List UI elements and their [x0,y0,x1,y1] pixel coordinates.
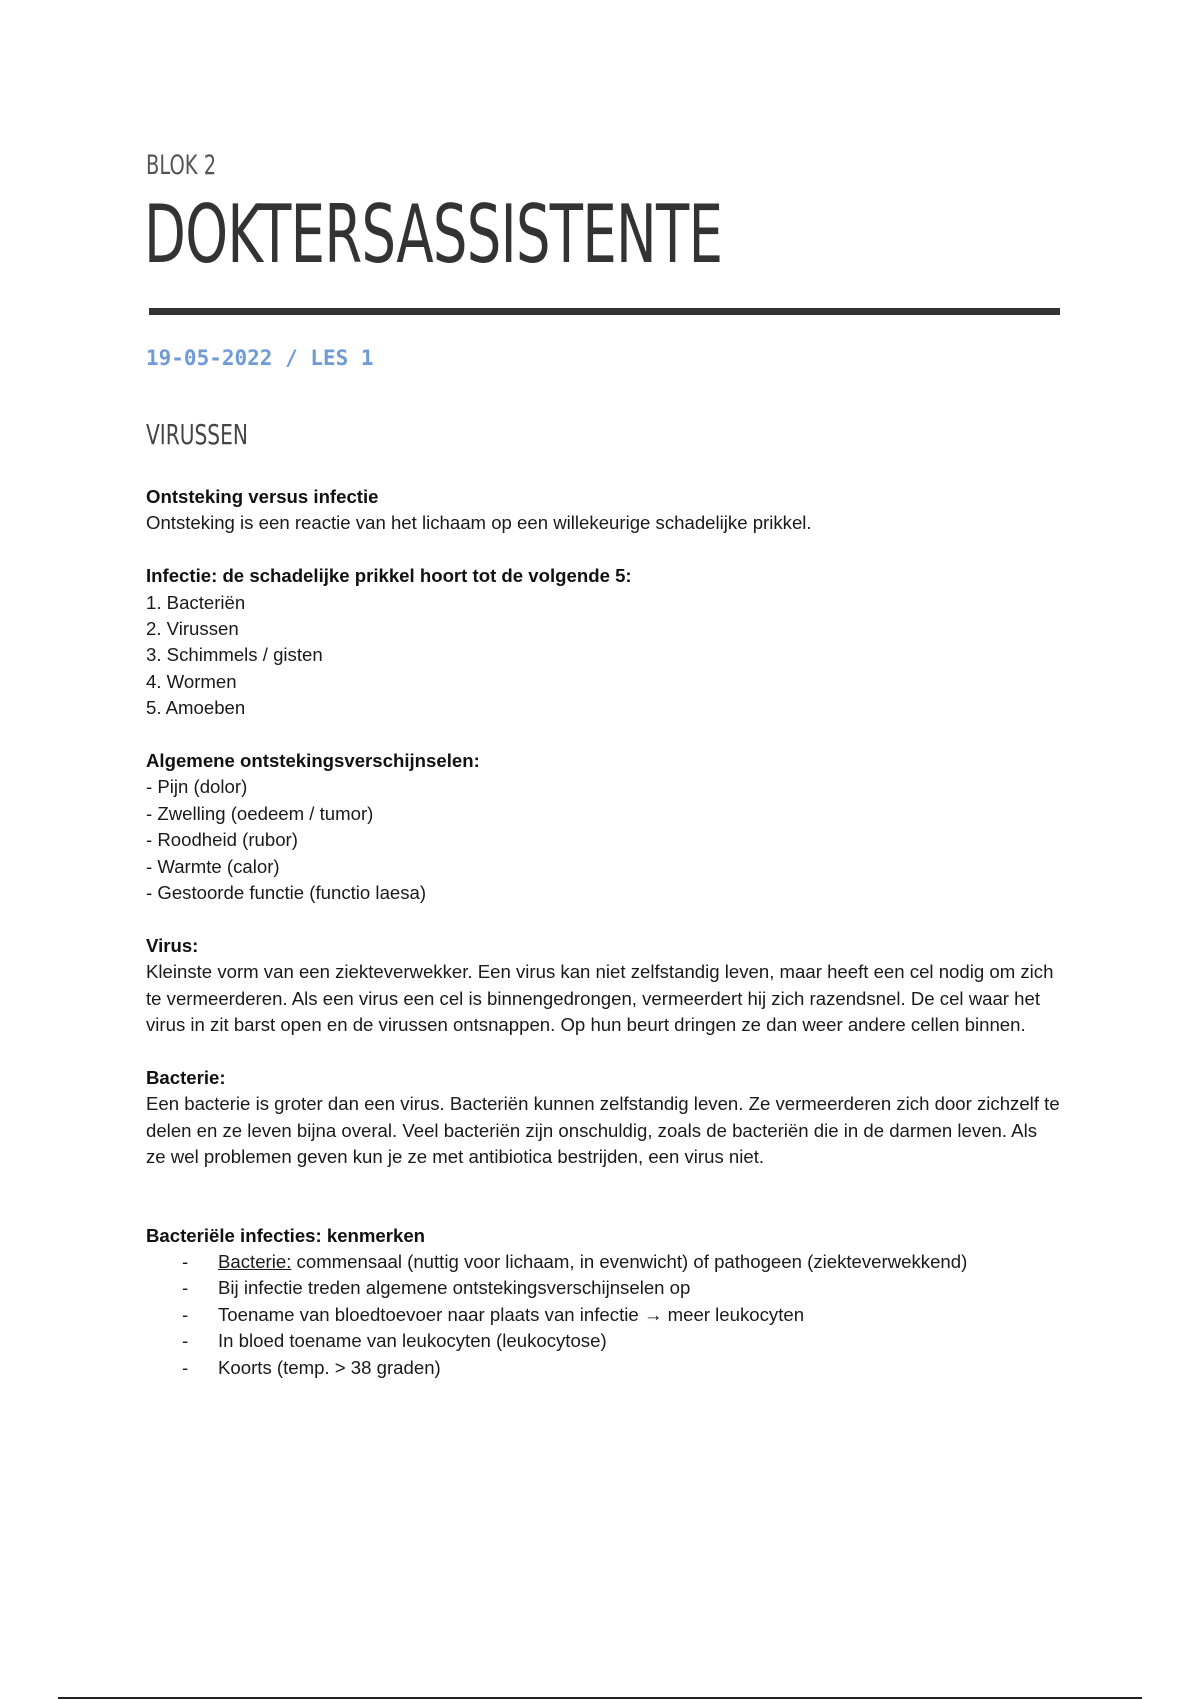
list-item [182,1249,1060,1275]
list-item: - Gestoorde functie (functio laesa) [146,882,427,904]
ontsteking-heading: Ontsteking versus infectie [146,486,379,507]
list-item [182,1328,1060,1354]
list-item [182,1275,1060,1301]
infectie-heading: Infectie: de schadelijke prikkel hoort tot de volgende 5: [146,565,632,587]
list-item: 1. Bacteriën [146,591,246,613]
bacterie-term-description: commensaal (nuttig voor lichaam, in evenwicht) of pathogeen (ziekteverwekkend) [291,1250,968,1272]
bacterie-block [146,1065,1060,1171]
bullet-dash: - [182,1277,189,1299]
list-item: - Warmte (calor) [146,855,280,877]
list-item: - Zwelling (oedeem / tumor) [146,802,374,824]
document-body [146,484,1060,1407]
bacterie-heading: Bacterie: [146,1066,226,1088]
title-underline [149,308,1060,315]
list-item: 4. Wormen [146,670,237,692]
list-item-text: In bloed toename van leukocyten (leukocytose) [218,1330,607,1352]
bullet-dash: - [182,1250,189,1272]
bacterie-text: Een bacterie is groter dan een virus. Bacteriën kunnen zelfstandig leven. Ze vermeerderen zich door zichzelf te delen en ze leven bijna overal. Veel bacteriën zijn onschuldig, zoals de bacteriën die in de darmen leven. Als ze wel problemen geven kun je ze met antibiotica bestrijden, een virus niet. [146,1093,1060,1168]
ontsteking-text: Ontsteking is een reactie van het lichaam op een willekeurige schadelijke prikkel. [146,512,812,534]
list-item: 2. Virussen [146,618,239,640]
section-heading: VIRUSSEN [146,418,248,451]
infectie-list [146,590,1060,722]
bullet-dash: - [182,1330,189,1352]
verschijnselen-heading: Algemene ontstekingsverschijnselen: [146,750,480,772]
footer-divider [58,1697,1142,1699]
verschijnselen-block [146,748,1060,906]
virus-text: Kleinste vorm van een ziekteverwekker. Een virus kan niet zelfstandig leven, maar heeft een cel nodig om zich te vermeerderen. Als een virus een cel is binnengedrongen, vermeerdert hij zich razendsnel. De cel waar het virus in zit barst open en de virussen ontsnappen. Op hun beurt dringen ze dan weer andere cellen binnen. [146,961,1054,1036]
kenmerken-heading: Bacteriële infecties: kenmerken [146,1224,426,1246]
list-item: 5. Amoeben [146,697,246,719]
bacterie-term: Bacterie: [218,1250,292,1272]
virus-heading: Virus: [146,934,199,956]
lesson-date: 19-05-2022 / LES 1 [146,346,374,370]
kenmerken-list [146,1249,1060,1381]
list-item: 3. Schimmels / gisten [146,644,323,666]
verschijnselen-list [146,774,1060,906]
list-item-text: Bij infectie treden algemene ontstekingsverschijnselen op [218,1277,691,1299]
list-item: - Pijn (dolor) [146,776,248,798]
bullet-dash: - [182,1356,189,1378]
document-title: DOKTERSASSISTENTE [144,188,723,281]
kenmerken-block [146,1223,1060,1381]
list-item [182,1302,1060,1328]
infectie-block [146,563,1060,721]
bullet-dash: - [182,1303,189,1325]
list-item-text: Toename van bloedtoevoer naar plaats van infectie → meer leukocyten [218,1303,805,1325]
block-label: BLOK 2 [146,150,217,181]
list-item-text: Koorts (temp. > 38 graden) [218,1356,441,1378]
ontsteking-block [146,484,1060,537]
virus-block [146,933,1060,1039]
list-item [182,1355,1060,1381]
list-item: - Roodheid (rubor) [146,829,298,851]
